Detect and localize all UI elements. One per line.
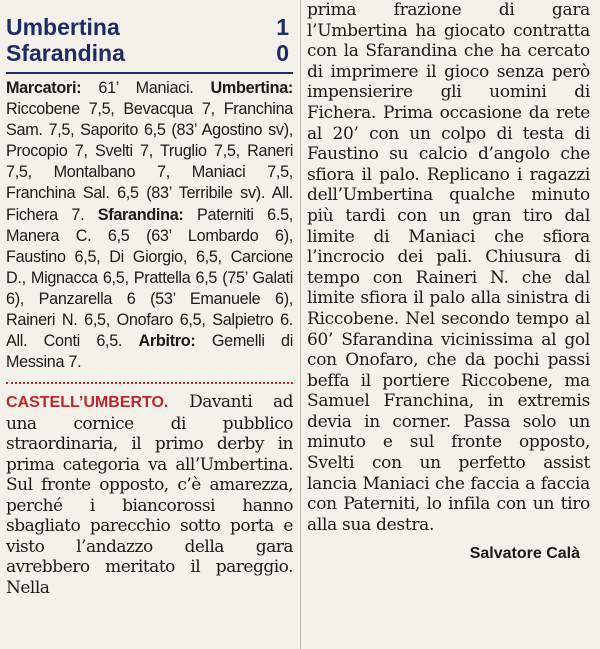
article-body-right — [307, 0, 590, 535]
score-row-home — [6, 14, 293, 40]
article-text-left: Davanti ad una cornice di pubblico straordinaria, il primo derby in prima categoria va all’Umbertina. Sul fronte opposto, c’è amarezza, perché i biancorossi hanno sbagliato parecchio sotto porta e visto l’andazzo della gara avrebbero meritato il pareggio. Nella — [6, 392, 293, 598]
marcatori-text: 61’ Maniaci. — [81, 79, 211, 97]
home-lineup-label: Umbertina: — [210, 79, 293, 97]
home-lineup-text: Riccobene 7,5, Bevacqua 7, Franchina Sam. 7,5, Saporito 6,5 (83’ Agostino sv), Procopio 7, Svelti 7, Truglio 7,5, Raneri 7,5, Montalbano 7, Maniaci 7,5, Franchina Sal. 6,5 (83’ Terribile sv). All. Fichera 7. — [6, 100, 293, 224]
away-team-goals: 0 — [276, 40, 289, 66]
away-team-name: Sfarandina — [6, 40, 125, 66]
away-lineup-text: Paterniti 6.5, Manera C. 6,5 (63’ Lombardo 6), Faustino 6,5, Di Giorgio, 6,5, Carcione D., Mignacca 6,5, Prattella 6,5 (75’ Galati 6), Panzarella 6 (53’ Emanuele 6), Raineri N. 6,5, Onofaro 6,5, Salpietro 6. All. Conti 6,5. — [6, 205, 293, 351]
arbitro-label: Arbitro: — [138, 332, 196, 351]
article-dateline: CASTELL’UMBERTO. — [6, 394, 169, 412]
left-column — [6, 0, 293, 598]
arbitro-text: Gemelli di Messina 7. — [6, 332, 293, 372]
scoreboard — [6, 14, 293, 66]
section-separator — [6, 382, 293, 384]
marcatori-label: Marcatori: — [6, 79, 82, 97]
away-lineup-label: Sfarandina: — [97, 205, 184, 224]
home-team-name: Umbertina — [6, 14, 120, 40]
column-divider — [300, 0, 301, 649]
scoreboard-rule — [6, 72, 293, 74]
home-team-goals: 1 — [276, 14, 289, 40]
score-row-away — [6, 40, 293, 66]
article-text-right: prima frazione di gara l’Umbertina ha giocato contratta con la Sfarandina che ha cercato di imprimere il gioco senza però impensierire gli uomini di Fichera. Prima occasione da rete al 20’ con un colpo di testa di Faustino su calcio d’angolo che sfiora il palo. Replicano i ragazzi dell’Umbertina qualche minuto più tardi con un gran tiro dal limite di Maniaci che sfiora l’incrocio dei pali. Chiusura di tempo con Raineri N. che dal limite sfiora il palo alla sinistra di Riccobene. Nel secondo tempo al 60’ Sfarandina vicinissima al gol con Onofaro, che da pochi passi beffa il portiere Riccobene, ma Samuel Franchina, in extremis devia in corner. Passa solo un minuto e sul fronte opposto, Svelti con un perfetto assist lancia Maniaci che faccia a faccia con Paterniti, lo infila con un tiro alla sua destra. — [307, 0, 590, 535]
match-report-lineups — [6, 78, 293, 373]
article-byline: Salvatore Calà — [469, 545, 580, 563]
right-column — [307, 0, 590, 563]
article-body-left — [6, 392, 293, 598]
